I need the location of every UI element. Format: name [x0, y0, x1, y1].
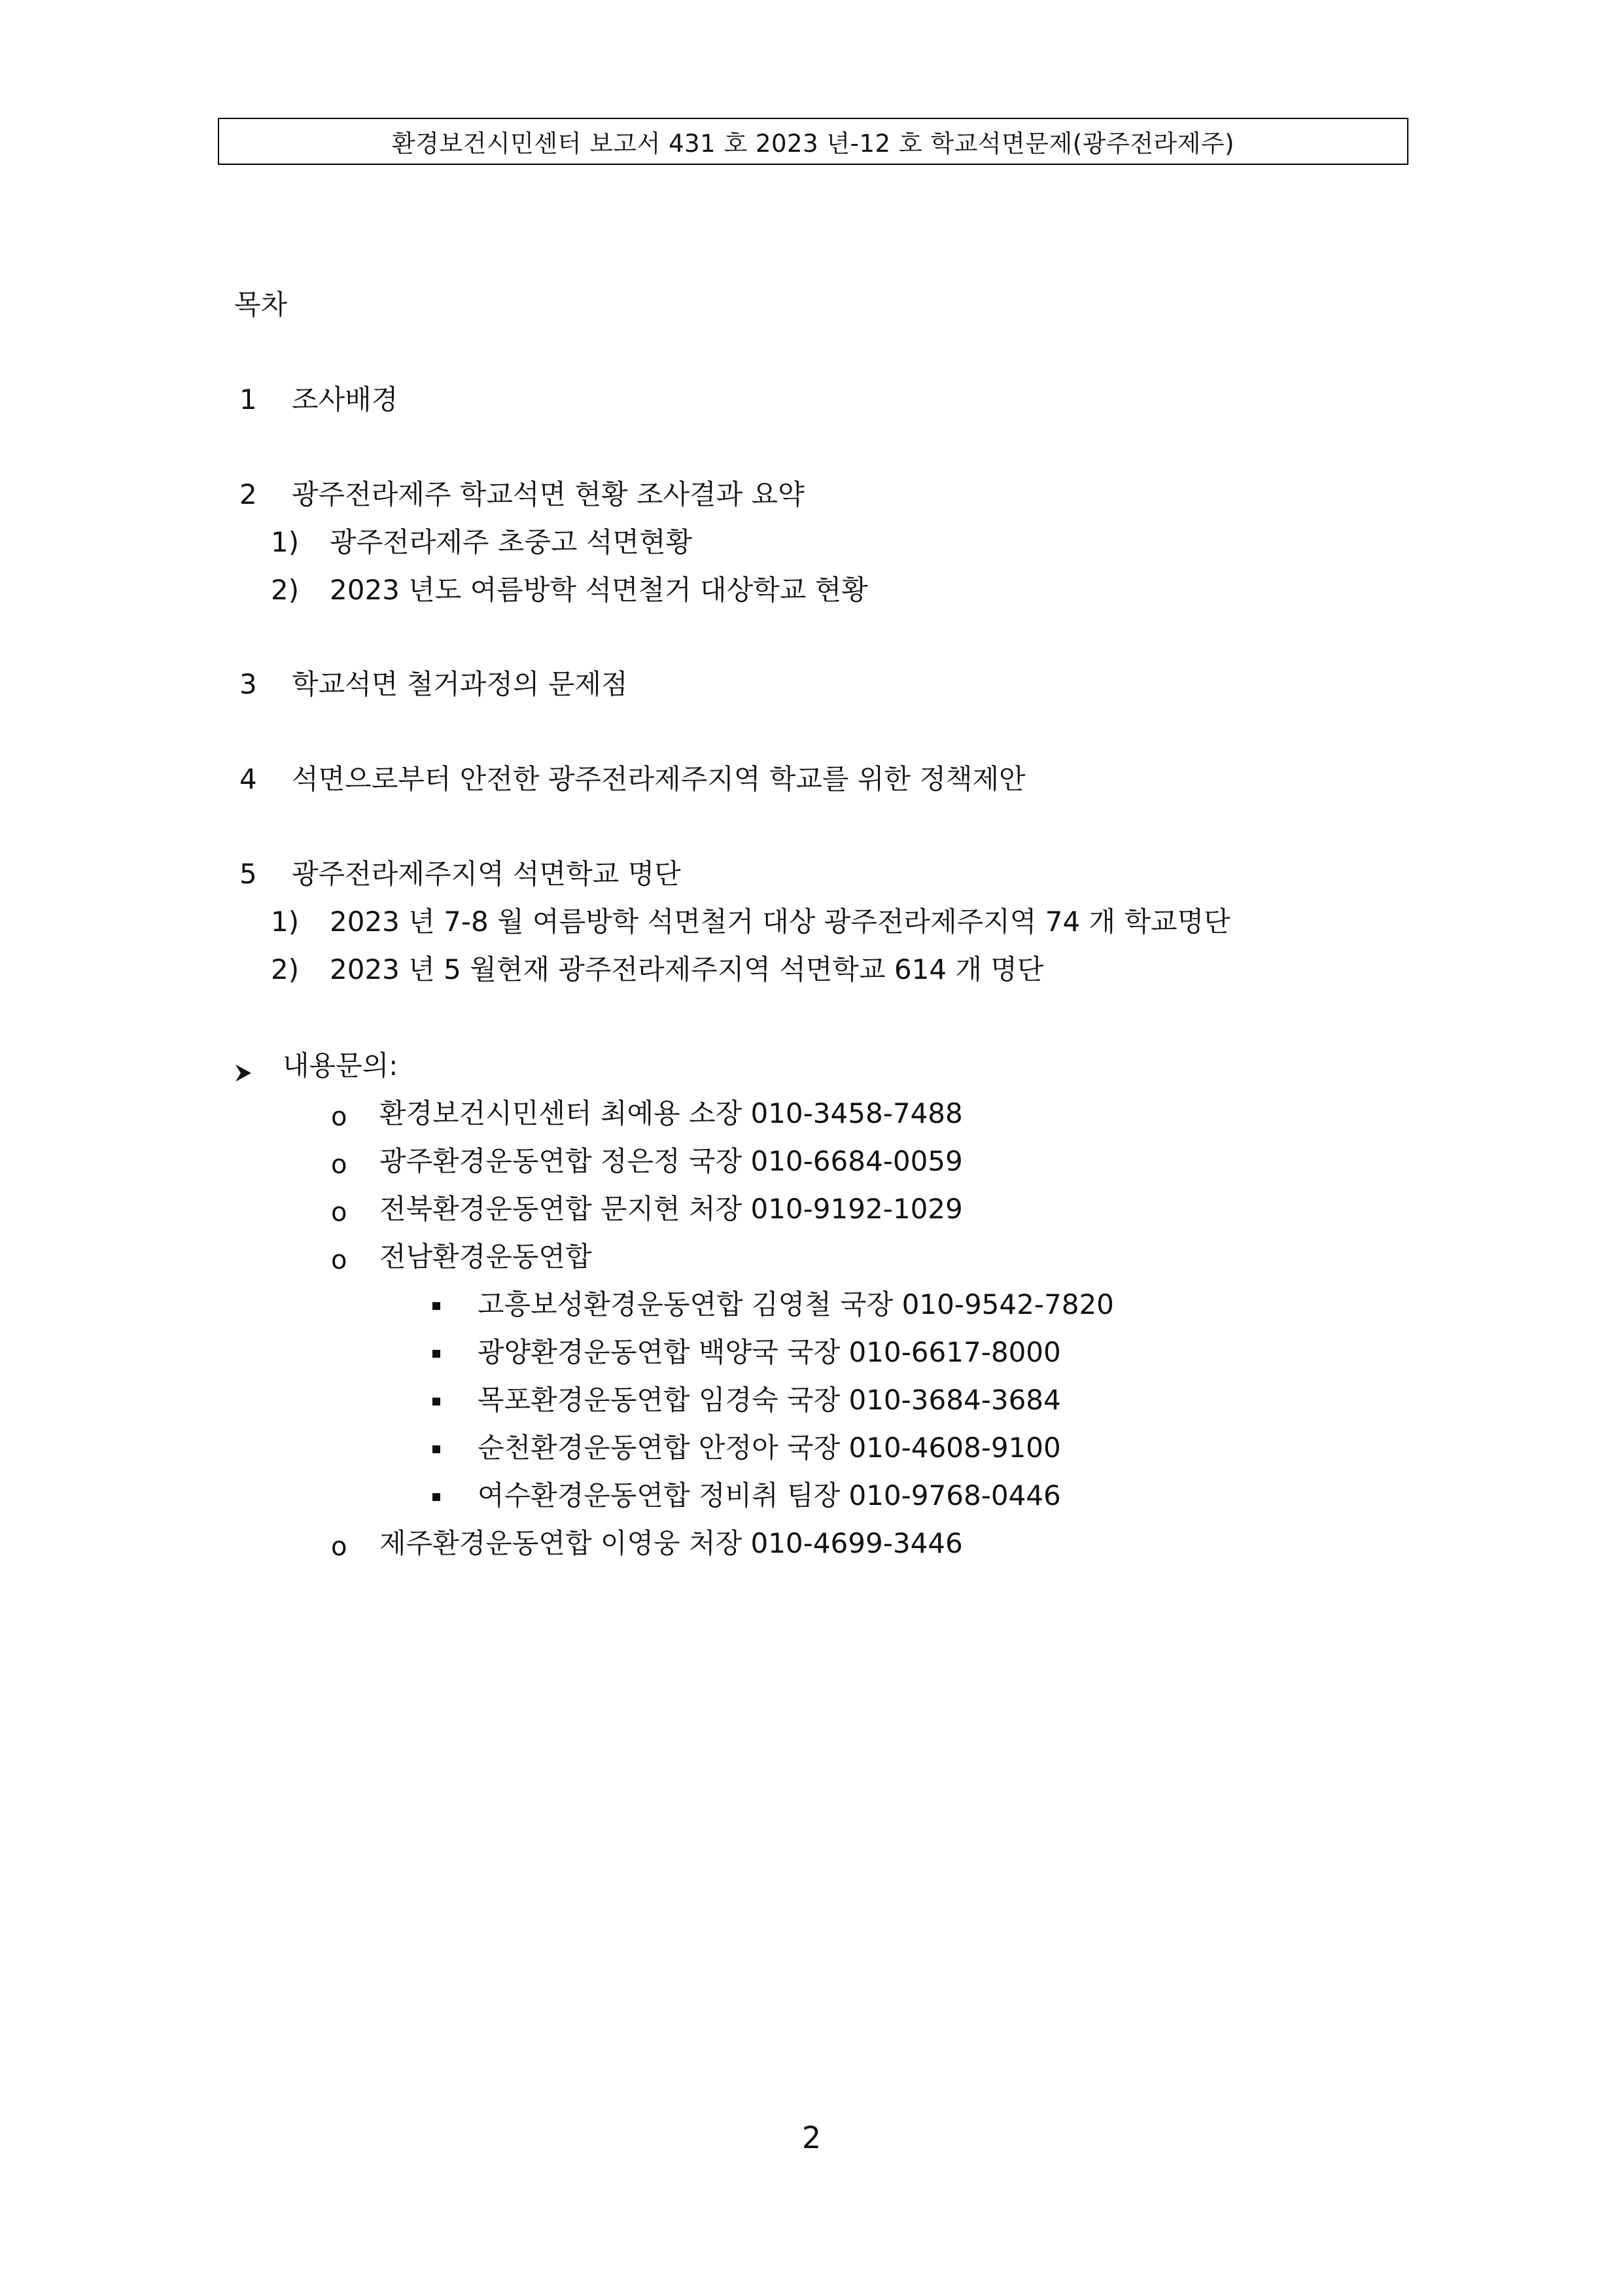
toc-section-5-sub-1-label: 2023 년 7-8 월 여름방학 석면철거 대상 광주전라제주지역 74 개 학교명단 [330, 906, 1230, 938]
circle-bullet-icon: o [331, 1197, 347, 1227]
contact-sub-item-4: 순천환경운동연합 안정아 국장 010-4608-9100 [478, 1432, 1061, 1464]
toc-section-5-sub-1-num: 1) [271, 906, 300, 938]
square-bullet-icon [432, 1302, 440, 1310]
contact-item-3: 전북환경운동연합 문지현 처장 010-9192-1029 [379, 1193, 963, 1225]
toc-section-1-num: 1 [239, 383, 257, 415]
toc-section-5-label: 광주전라제주지역 석면학교 명단 [292, 858, 681, 890]
circle-bullet-icon: o [331, 1245, 347, 1275]
contact-sub-item-1: 고흥보성환경운동연합 김영철 국장 010-9542-7820 [478, 1288, 1114, 1320]
contact-item-5: 제주환경운동연합 이영웅 처장 010-4699-3446 [379, 1527, 963, 1559]
report-header-title: 환경보건시민센터 보고서 431 호 2023 년-12 호 학교석면문제(광주전라제주) [391, 130, 1235, 158]
contact-item-4: 전남환경운동연합 [379, 1241, 592, 1273]
toc-section-1-label: 조사배경 [292, 383, 398, 415]
circle-bullet-icon: o [331, 1150, 347, 1180]
contact-sub-item-2: 광양환경운동연합 백양국 국장 010-6617-8000 [478, 1336, 1061, 1368]
contact-sub-item-5: 여수환경운동연합 정비취 팀장 010-9768-0446 [478, 1479, 1061, 1511]
circle-bullet-icon: o [331, 1102, 347, 1132]
toc-section-2-label: 광주전라제주 학교석면 현황 조사결과 요약 [292, 478, 805, 510]
contact-item-2: 광주환경운동연합 정은정 국장 010-6684-0059 [379, 1145, 963, 1177]
toc-section-2-sub-1-label: 광주전라제주 초중고 석면현황 [330, 526, 693, 558]
report-header [218, 118, 1408, 165]
toc-section-3-num: 3 [239, 668, 257, 700]
toc-section-2-sub-1-num: 1) [271, 526, 300, 558]
square-bullet-icon [432, 1493, 440, 1501]
toc-section-5-num: 5 [239, 858, 257, 890]
toc-section-2-sub-2-num: 2) [271, 574, 300, 606]
contact-sub-item-3: 목포환경운동연합 임경숙 국장 010-3684-3684 [478, 1384, 1061, 1416]
contacts-title: 내용문의: [283, 1050, 398, 1082]
toc-section-3-label: 학교석면 철거과정의 문제점 [292, 668, 628, 700]
square-bullet-icon [432, 1445, 440, 1453]
page-number: 2 [801, 2120, 822, 2155]
toc-section-4-label: 석면으로부터 안전한 광주전라제주지역 학교를 위한 정책제안 [292, 763, 1026, 795]
contact-item-1: 환경보건시민센터 최예용 소장 010-3458-7488 [379, 1097, 963, 1129]
toc-section-5-sub-2-num: 2) [271, 953, 300, 985]
toc-section-5-sub-2-label: 2023 년 5 월현재 광주전라제주지역 석면학교 614 개 명단 [330, 953, 1044, 985]
toc-title: 목차 [234, 289, 288, 321]
arrowhead-bullet-icon [234, 1063, 253, 1083]
toc-section-2-num: 2 [239, 478, 257, 510]
toc-section-2-sub-2-label: 2023 년도 여름방학 석면철거 대상학교 현황 [330, 574, 868, 606]
toc-section-4-num: 4 [239, 763, 257, 795]
circle-bullet-icon: o [331, 1532, 347, 1562]
square-bullet-icon [432, 1398, 440, 1405]
square-bullet-icon [432, 1350, 440, 1358]
